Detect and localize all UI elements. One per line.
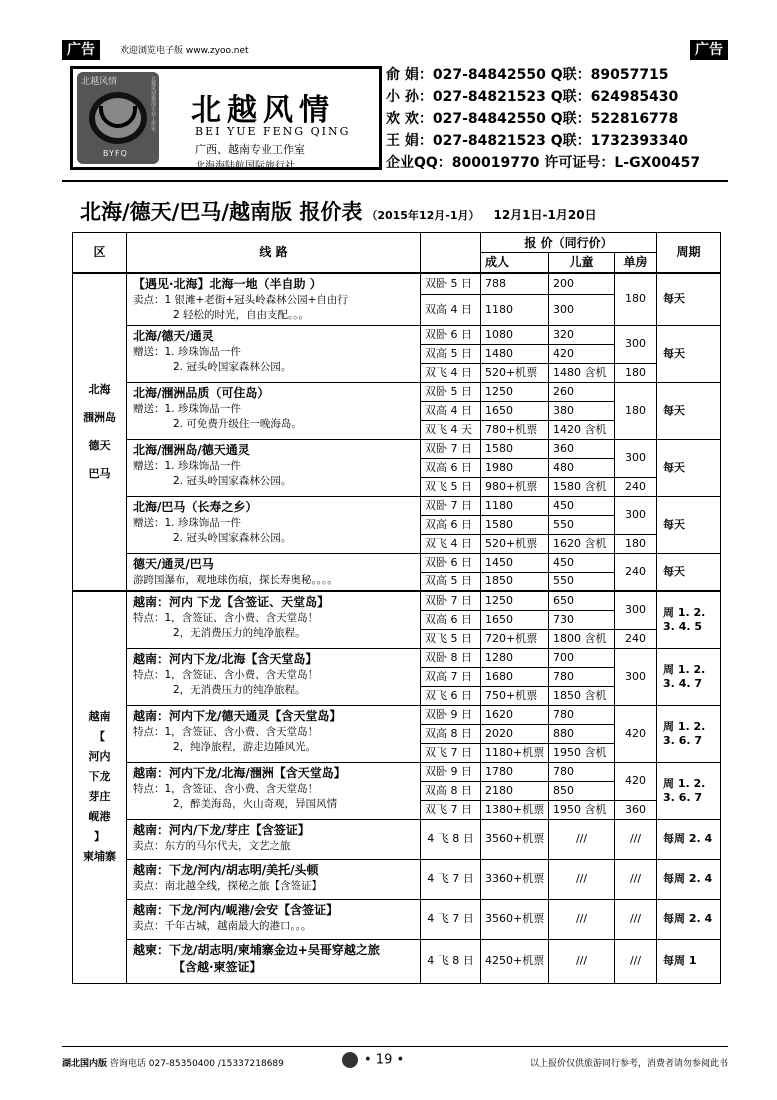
child-price: /// bbox=[549, 899, 615, 939]
region-label: 柬埔寨 bbox=[83, 850, 116, 864]
trip-type: 双高 4 日 bbox=[421, 401, 481, 420]
header-single: 单房 bbox=[615, 253, 657, 273]
footer-note: 以上报价仅供旅游同行参考，消费者请勿参阅此书 bbox=[529, 1059, 728, 1069]
single-price: 300 bbox=[615, 496, 657, 534]
contact-line: 欢 欢：027-84842550 Q联：522816778 bbox=[386, 111, 679, 127]
route-line: 卖点：千年古城，越南最大的港口。。。 bbox=[133, 919, 312, 932]
route-line: 2. 可免费升级住一晚海岛。 bbox=[173, 417, 302, 430]
table-row bbox=[73, 648, 721, 667]
table-row bbox=[73, 325, 721, 344]
route-cell bbox=[127, 273, 421, 326]
child-price: 700 bbox=[549, 648, 615, 667]
header-adult: 成人 bbox=[481, 253, 549, 273]
page-number bbox=[342, 1052, 404, 1068]
route-title: 北海/巴马（长寿之乡） bbox=[133, 499, 258, 514]
title-dates: 12月1日-1月20日 bbox=[493, 208, 597, 222]
trip-type: 双高 7 日 bbox=[421, 667, 481, 686]
cycle: 每天 bbox=[657, 382, 721, 439]
trip-type: 双卧 5 日 bbox=[421, 273, 481, 295]
trip-type: 双高 5 日 bbox=[421, 344, 481, 363]
table-row bbox=[73, 439, 721, 458]
adult-price: 780+机票 bbox=[481, 420, 549, 439]
route-title: 越南：河内下龙/北海/涠洲【含天堂岛】 bbox=[133, 765, 346, 780]
trip-type: 双高 8 日 bbox=[421, 724, 481, 743]
route-title: 越南：河内下龙/德天通灵【含天堂岛】 bbox=[133, 708, 342, 723]
adult-price: 1580 bbox=[481, 515, 549, 534]
single-price: 240 bbox=[615, 553, 657, 591]
route-cell bbox=[127, 762, 421, 819]
adult-price: 1080 bbox=[481, 325, 549, 344]
child-price: 1480 含机 bbox=[549, 363, 615, 382]
route-title: 越南：河内下龙/北海【含天堂岛】 bbox=[133, 651, 318, 666]
route-line: 卖点：1 银滩+老街+冠头岭森林公园+自由行 bbox=[133, 293, 348, 306]
cycle-line: 周 1. 2. bbox=[663, 662, 706, 676]
adult-price: 3360+机票 bbox=[481, 859, 549, 899]
header-child: 儿童 bbox=[549, 253, 615, 273]
trip-type: 双高 8 日 bbox=[421, 781, 481, 800]
region-label: 涠洲岛 bbox=[83, 410, 116, 424]
table-row bbox=[73, 899, 721, 939]
ad-tag-left: 广告 bbox=[62, 40, 100, 60]
route-cell bbox=[127, 899, 421, 939]
trip-type: 双飞 4 日 bbox=[421, 363, 481, 382]
trip-type: 双飞 6 日 bbox=[421, 686, 481, 705]
adult-price: 1650 bbox=[481, 610, 549, 629]
trip-type: 双卧 6 日 bbox=[421, 325, 481, 344]
adult-price: 1580 bbox=[481, 439, 549, 458]
price-table bbox=[72, 232, 721, 984]
route-line: 2，醉美海岛，火山奇观，异国风情 bbox=[173, 797, 338, 810]
single-price: 180 bbox=[615, 363, 657, 382]
cycle-line: 周 1. 2. bbox=[663, 605, 706, 619]
route-title: 德天/通灵/巴马 bbox=[133, 556, 214, 571]
single-price: 240 bbox=[615, 477, 657, 496]
single-price: 300 bbox=[615, 439, 657, 477]
trip-type: 双高 4 日 bbox=[421, 295, 481, 326]
trip-type: 双卧 9 日 bbox=[421, 762, 481, 781]
trip-type: 双高 6 日 bbox=[421, 610, 481, 629]
footer-contact bbox=[62, 1056, 284, 1069]
region-label: 巴马 bbox=[88, 466, 111, 480]
adult-price: 520+机票 bbox=[481, 363, 549, 382]
child-price: 850 bbox=[549, 781, 615, 800]
table-row bbox=[73, 819, 721, 859]
contact-line: 企业QQ：800019770 许可证号：L-GX00457 bbox=[386, 155, 701, 171]
trip-type: 双飞 5 日 bbox=[421, 477, 481, 496]
cycle: 每周 2. 4 bbox=[657, 859, 721, 899]
region-label: 】 bbox=[94, 830, 105, 844]
trip-type: 双卧 8 日 bbox=[421, 648, 481, 667]
route-line: 卖点：南北越全线，探秘之旅【含签证】 bbox=[133, 879, 322, 892]
trip-type: 双卧 5 日 bbox=[421, 382, 481, 401]
route-cell bbox=[127, 496, 421, 553]
cycle: 每天 bbox=[657, 496, 721, 553]
region-label: 芽庄 bbox=[88, 790, 111, 804]
cycle: 每周 2. 4 bbox=[657, 899, 721, 939]
route-line: 卖点：东方的马尔代夫，文艺之旅 bbox=[133, 839, 291, 852]
child-price: 1850 含机 bbox=[549, 686, 615, 705]
trip-type: 双卧 7 日 bbox=[421, 591, 481, 610]
single-price: 240 bbox=[615, 629, 657, 648]
single-price: 300 bbox=[615, 648, 657, 705]
child-price: 320 bbox=[549, 325, 615, 344]
child-price: /// bbox=[549, 859, 615, 899]
child-price: 730 bbox=[549, 610, 615, 629]
contact-list bbox=[386, 64, 726, 174]
route-cell bbox=[127, 939, 421, 983]
cycle-cell bbox=[657, 648, 721, 705]
child-price: 1950 含机 bbox=[549, 743, 615, 762]
trip-type: 双飞 7 日 bbox=[421, 743, 481, 762]
cycle-line: 周 1. 2. bbox=[663, 719, 706, 733]
adult-price: 1480 bbox=[481, 344, 549, 363]
header-price: 报 价（同行价） bbox=[481, 233, 657, 253]
header-route: 线 路 bbox=[127, 233, 421, 273]
single-price: /// bbox=[615, 939, 657, 983]
logo-signature: 北越风情 bbox=[81, 77, 118, 87]
adult-price: 788 bbox=[481, 273, 549, 295]
child-price: 480 bbox=[549, 458, 615, 477]
route-cell bbox=[127, 819, 421, 859]
table-row bbox=[73, 762, 721, 781]
route-title: 越南：河内 下龙【含签证、天堂岛】 bbox=[133, 595, 330, 609]
footer-consult: 咨询电话 027-85350400 /15337218689 bbox=[109, 1059, 284, 1069]
brand-subtitle-2: 北海海陆航国际旅行社 bbox=[195, 161, 295, 172]
route-line: 2. 冠头岭国家森林公园。 bbox=[173, 531, 292, 544]
cycle-line: 3. 4. 5 bbox=[663, 619, 703, 633]
region-cell-vietnam bbox=[73, 591, 127, 983]
adult-price: 1380+机票 bbox=[481, 800, 549, 819]
trip-type: 双飞 7 日 bbox=[421, 800, 481, 819]
child-price: /// bbox=[549, 819, 615, 859]
route-cell bbox=[127, 325, 421, 382]
route-line: 2 轻松的时光，自由支配。。。 bbox=[173, 308, 310, 321]
child-price: 650 bbox=[549, 591, 615, 610]
child-price: 420 bbox=[549, 344, 615, 363]
single-price: 180 bbox=[615, 382, 657, 439]
logo-box bbox=[70, 66, 382, 170]
table-row bbox=[73, 939, 721, 983]
adult-price: 2020 bbox=[481, 724, 549, 743]
route-line: 赠送：1. 珍珠饰品一件 bbox=[133, 459, 241, 472]
adult-price: 1180 bbox=[481, 496, 549, 515]
adult-price: 4250+机票 bbox=[481, 939, 549, 983]
child-price: 550 bbox=[549, 572, 615, 591]
route-line: 赠送：1. 珍珠饰品一件 bbox=[133, 516, 241, 529]
trip-type: 4 飞 7 日 bbox=[421, 859, 481, 899]
child-price: 450 bbox=[549, 553, 615, 572]
single-price: /// bbox=[615, 859, 657, 899]
trip-type: 双飞 4 天 bbox=[421, 420, 481, 439]
trip-type: 双高 6 日 bbox=[421, 515, 481, 534]
adult-price: 1280 bbox=[481, 648, 549, 667]
route-cell bbox=[127, 859, 421, 899]
adult-price: 1650 bbox=[481, 401, 549, 420]
route-cell bbox=[127, 705, 421, 762]
header-divider bbox=[62, 180, 728, 182]
route-cell bbox=[127, 591, 421, 648]
logo-mark-icon bbox=[77, 72, 159, 164]
adult-price: 2180 bbox=[481, 781, 549, 800]
trip-type: 双高 6 日 bbox=[421, 458, 481, 477]
single-price: 360 bbox=[615, 800, 657, 819]
child-price: 1620 含机 bbox=[549, 534, 615, 553]
trip-type: 双卧 7 日 bbox=[421, 496, 481, 515]
header-region: 区 bbox=[73, 233, 127, 273]
child-price: 200 bbox=[549, 273, 615, 295]
child-price: 1950 含机 bbox=[549, 800, 615, 819]
cycle-line: 周 1. 2. bbox=[663, 776, 706, 790]
adult-price: 1180 bbox=[481, 295, 549, 326]
child-price: 450 bbox=[549, 496, 615, 515]
route-cell bbox=[127, 648, 421, 705]
route-cell bbox=[127, 439, 421, 496]
child-price: 880 bbox=[549, 724, 615, 743]
child-price: 300 bbox=[549, 295, 615, 326]
region-label: 北海 bbox=[88, 382, 111, 396]
cycle-cell bbox=[657, 591, 721, 648]
logo-code: BYFQ bbox=[103, 149, 128, 158]
region-label: 【 bbox=[94, 730, 105, 744]
top-bar bbox=[62, 40, 728, 60]
route-cell bbox=[127, 553, 421, 591]
trip-type: 双飞 5 日 bbox=[421, 629, 481, 648]
adult-price: 1850 bbox=[481, 572, 549, 591]
child-price: 260 bbox=[549, 382, 615, 401]
region-label: 越南 bbox=[88, 710, 111, 724]
child-price: 780 bbox=[549, 762, 615, 781]
trip-type: 双飞 4 日 bbox=[421, 534, 481, 553]
brand-subtitle-1: 广西、越南专业工作室 bbox=[195, 143, 305, 156]
adult-price: 1980 bbox=[481, 458, 549, 477]
table-row bbox=[73, 382, 721, 401]
contact-line: 小 孙：027-84821523 Q联：624985430 bbox=[386, 89, 679, 105]
route-line: 2，纯净旅程，游走边陲风光。 bbox=[173, 740, 317, 753]
child-price: 1420 含机 bbox=[549, 420, 615, 439]
ad-tag-right: 广告 bbox=[690, 40, 728, 60]
single-price: 180 bbox=[615, 534, 657, 553]
route-line: 2，无消费压力的纯净旅程。 bbox=[173, 683, 306, 696]
trip-type: 双卧 9 日 bbox=[421, 705, 481, 724]
route-line: 2. 冠头岭国家森林公园。 bbox=[173, 474, 292, 487]
route-title: 越柬：下龙/胡志明/柬埔寨金边+吴哥穿越之旅 bbox=[133, 942, 380, 957]
route-cell bbox=[127, 382, 421, 439]
cycle: 每周 2. 4 bbox=[657, 819, 721, 859]
trip-type: 双卧 6 日 bbox=[421, 553, 481, 572]
adult-price: 980+机票 bbox=[481, 477, 549, 496]
single-price: 420 bbox=[615, 762, 657, 800]
route-line: 特点：1，含签证、含小费、含天堂岛！ bbox=[133, 782, 319, 795]
footer-divider bbox=[62, 1046, 728, 1047]
cycle: 每天 bbox=[657, 553, 721, 591]
region-label: 下龙 bbox=[88, 770, 111, 784]
route-title: 越南：下龙/河内/胡志明/美托/头顿 bbox=[133, 862, 319, 877]
cycle-line: 3. 4. 7 bbox=[663, 676, 703, 690]
cycle-cell bbox=[657, 705, 721, 762]
child-price: 380 bbox=[549, 401, 615, 420]
single-price: 300 bbox=[615, 591, 657, 629]
adult-price: 750+机票 bbox=[481, 686, 549, 705]
adult-price: 1180+机票 bbox=[481, 743, 549, 762]
adult-price: 720+机票 bbox=[481, 629, 549, 648]
table-row bbox=[73, 553, 721, 572]
route-line: 赠送：1. 珍珠饰品一件 bbox=[133, 345, 241, 358]
child-price: 550 bbox=[549, 515, 615, 534]
child-price: 360 bbox=[549, 439, 615, 458]
adult-price: 1450 bbox=[481, 553, 549, 572]
route-line: 特点：1，含签证、含小费、含天堂岛！ bbox=[133, 725, 319, 738]
route-line: 赠送：1. 珍珠饰品一件 bbox=[133, 402, 241, 415]
table-row bbox=[73, 859, 721, 899]
page-number-text: • 19 • bbox=[364, 1052, 405, 1068]
child-price: 1800 含机 bbox=[549, 629, 615, 648]
adult-price: 1250 bbox=[481, 591, 549, 610]
cycle: 每天 bbox=[657, 273, 721, 326]
adult-price: 520+机票 bbox=[481, 534, 549, 553]
route-line: 2. 冠头岭国家森林公园。 bbox=[173, 360, 292, 373]
table-header-row bbox=[73, 233, 721, 253]
route-line: 游跨国瀑布，观地球伤痕，探长寿奥秘。。。。 bbox=[133, 573, 338, 586]
route-title: 越南：下龙/河内/岘港/会安【含签证】 bbox=[133, 902, 339, 917]
route-line: 特点：1，含签证、含小费、含天堂岛！ bbox=[133, 668, 319, 681]
header-cycle: 周期 bbox=[657, 233, 721, 273]
trip-type: 4 飞 8 日 bbox=[421, 819, 481, 859]
cycle-line: 3. 6. 7 bbox=[663, 733, 703, 747]
adult-price: 3560+机票 bbox=[481, 819, 549, 859]
region-label: 河内 bbox=[88, 750, 111, 764]
route-title: 北海/涠洲品质（可住岛） bbox=[133, 385, 270, 400]
child-price: /// bbox=[549, 939, 615, 983]
region-cell-beihai bbox=[73, 273, 127, 592]
route-line: 2，无消费压力的纯净旅程。 bbox=[173, 627, 306, 639]
adult-price: 1680 bbox=[481, 667, 549, 686]
route-title: 越南：河内/下龙/芽庄【含签证】 bbox=[133, 822, 310, 837]
brand-name-en: BEI YUE FENG QING bbox=[195, 125, 351, 138]
table-row bbox=[73, 496, 721, 515]
adult-price: 1250 bbox=[481, 382, 549, 401]
footer bbox=[62, 1052, 728, 1072]
contact-line: 俞 娟：027-84842550 Q联：89057715 bbox=[386, 67, 669, 83]
cycle: 每周 1 bbox=[657, 939, 721, 983]
region-label: 岘港 bbox=[88, 810, 111, 824]
cycle: 每天 bbox=[657, 325, 721, 382]
single-price: 180 bbox=[615, 273, 657, 326]
brand-name-cn: 北越风情 bbox=[191, 93, 335, 128]
logo-tiny-text: 北越风情越南专业工作室 bbox=[150, 76, 156, 131]
trip-type: 双卧 7 日 bbox=[421, 439, 481, 458]
adult-price: 1780 bbox=[481, 762, 549, 781]
header-type-blank bbox=[421, 233, 481, 273]
route-title: 北海/德天/通灵 bbox=[133, 328, 214, 343]
adult-price: 1620 bbox=[481, 705, 549, 724]
title-main: 北海/德天/巴马/越南版 报价表 bbox=[80, 200, 363, 224]
single-price: /// bbox=[615, 819, 657, 859]
child-price: 780 bbox=[549, 667, 615, 686]
route-title: 【遇见·北海】北海一地（半自助 ） bbox=[133, 276, 322, 291]
contact-line: 王 娟：027-84821523 Q联：1732393340 bbox=[386, 133, 689, 149]
page-title bbox=[80, 196, 728, 226]
route-title: 北海/涠洲岛/德天通灵 bbox=[133, 442, 250, 457]
table-row bbox=[73, 591, 721, 610]
adult-price: 3560+机票 bbox=[481, 899, 549, 939]
single-price: 420 bbox=[615, 705, 657, 762]
cycle-line: 3. 6. 7 bbox=[663, 790, 703, 804]
cycle-cell bbox=[657, 762, 721, 819]
header bbox=[62, 62, 728, 174]
child-price: 780 bbox=[549, 705, 615, 724]
child-price: 1580 含机 bbox=[549, 477, 615, 496]
title-period: （2015年12月-1月） bbox=[366, 209, 480, 222]
route-line: 特点：1，含签证、含小费、含天堂岛！ bbox=[133, 612, 319, 624]
route-title-sub: 【含越·柬签证】 bbox=[173, 959, 262, 974]
cycle: 每天 bbox=[657, 439, 721, 496]
table-row bbox=[73, 705, 721, 724]
region-label: 德天 bbox=[88, 438, 111, 452]
welcome-text: 欢迎浏览电子版 www.zyoo.net bbox=[120, 46, 249, 56]
footer-edition: 湖北国内版 bbox=[62, 1059, 108, 1069]
table-row bbox=[73, 273, 721, 295]
trip-type: 4 飞 7 日 bbox=[421, 899, 481, 939]
single-price: 300 bbox=[615, 325, 657, 363]
single-price: /// bbox=[615, 899, 657, 939]
trip-type: 双高 5 日 bbox=[421, 572, 481, 591]
trip-type: 4 飞 8 日 bbox=[421, 939, 481, 983]
page-badge-icon bbox=[342, 1052, 358, 1068]
